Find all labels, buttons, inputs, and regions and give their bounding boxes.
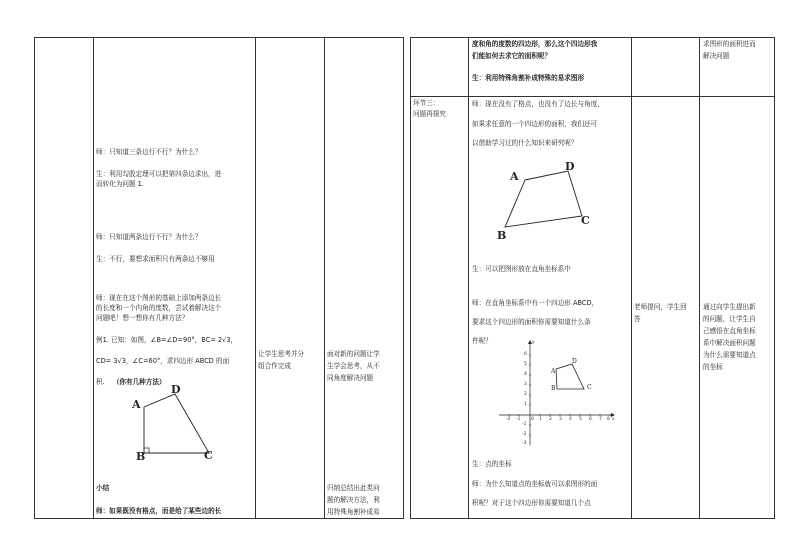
x-tick-2: 2	[549, 417, 552, 422]
right-col-divider-1	[468, 38, 469, 518]
grid-label-a: A	[551, 368, 556, 375]
intent-a-line3: 同角度解决问题	[327, 374, 374, 382]
left-col-divider-2	[255, 38, 256, 518]
x-tick-4: 4	[569, 417, 572, 422]
y-tick-4: 4	[524, 372, 527, 377]
left-col-divider-3	[324, 38, 325, 518]
y-axis-label: y	[532, 340, 535, 345]
example-area-word: 积.	[96, 378, 105, 386]
right-intent-line1: 通过向学生提出新	[703, 303, 756, 311]
section-label-line1: 环节三：	[413, 99, 440, 107]
right-prompt-line3: 件呢？	[472, 337, 492, 345]
y-tick-neg3: -3	[522, 441, 527, 446]
grid-label-b: B	[551, 385, 556, 392]
x-tick-3: 3	[559, 417, 562, 422]
fig-left-label-c: C	[204, 449, 213, 462]
right-why-line1: 师：为什么知道点的坐标就可以求图形的面	[472, 480, 598, 488]
origin-label: 0	[531, 417, 534, 422]
intent-b-line3: 用特殊角割补成易	[327, 508, 380, 516]
right-row-divider	[411, 96, 774, 97]
fig-right-label-c: C	[581, 214, 590, 227]
y-tick-3: 3	[524, 382, 527, 387]
right-why-line2: 积呢？对于这个四边形你需要知道几个点	[472, 499, 591, 507]
left-col-divider-1	[93, 38, 94, 518]
x-tick-6: 6	[589, 417, 592, 422]
answer-pythagoras-line2: 而转化为问题 1.	[96, 180, 144, 188]
coordinate-plane-figure	[493, 340, 618, 448]
top-text-line2: 们能如何去求它的面积呢？	[472, 52, 552, 60]
y-tick-6: 6	[524, 352, 527, 357]
teacher-asks-line2: 答	[634, 315, 641, 323]
fig-left-label-b: B	[136, 450, 146, 463]
right-answer-point-coords: 生：点的坐标	[472, 460, 512, 468]
x-tick-8: 8	[607, 417, 610, 422]
example-hint: （你有几种方法）	[112, 378, 166, 386]
x-tick-7: 7	[599, 417, 602, 422]
right-intent-line6: 的坐标	[703, 363, 723, 371]
section-label-line2: 问题再探究	[413, 110, 446, 118]
right-prompt-line2: 要求这个四边形的面积你需要知道什么条	[472, 318, 591, 326]
right-intent-line2: 的问题，让学生自	[703, 315, 756, 323]
right-question-line3: 以借助学习过的什么知识来研究呢？	[472, 139, 578, 147]
x-tick-neg1: -1	[516, 417, 521, 422]
intent-a-line1: 面对新的问题让学	[327, 350, 380, 358]
answer-pythagoras-line1: 生：利用勾股定理可以把第四条边求出，进	[96, 170, 222, 178]
prompt-line2: 的长度和一个内角的度数，尝试着解决这个	[96, 304, 222, 312]
right-question-line2: 如果求任意的一个四边形的面积，我们还可	[472, 120, 598, 128]
y-tick-neg2: -2	[522, 432, 527, 437]
x-axis-label: x	[612, 417, 615, 422]
example-line2: CD= 3√3，∠C=60°，求四边形 ABCD 的面	[96, 357, 230, 365]
right-answer-coordinates: 生：可以把图形放在直角坐标系中	[472, 265, 571, 273]
question-three-sides: 师：只知道三条边行不行？为什么？	[96, 148, 202, 156]
intent-b-line1: 归纳总结出此类问	[327, 484, 380, 492]
grid-label-d: D	[572, 358, 577, 365]
prompt-line1: 师：现在在这个图形的基础上添加两条边长	[96, 294, 222, 302]
teacher-asks-line1: 老师提问，学生回	[634, 303, 687, 311]
last-line: 师：如果既没有格点，而是给了某些边的长	[96, 507, 222, 515]
prompt-line3: 问题吧！想一想你有几种方法？	[96, 314, 189, 322]
y-tick-neg1: -1	[522, 422, 527, 427]
fig-left-label-d: D	[171, 383, 181, 396]
x-tick-5: 5	[579, 417, 582, 422]
y-tick-2: 2	[524, 392, 527, 397]
quadrilateral-on-grid	[556, 364, 584, 389]
top-intent-line2: 解决问题	[703, 52, 730, 60]
fig-left-label-a: A	[132, 398, 141, 411]
right-col-divider-3	[699, 38, 700, 518]
y-tick-1: 1	[524, 402, 527, 407]
fig-right-label-a: A	[510, 170, 519, 183]
answer-not-enough: 生：不行，要想求面积只有两条边不够用	[96, 255, 215, 263]
fig-right-label-d: D	[565, 160, 575, 173]
right-intent-line4: 系中解决面积问题	[703, 339, 756, 347]
right-intent-line5: 为什么需要知道点	[703, 351, 756, 359]
top-text-line3: 生：利用特殊角割补成特殊的易求图形	[472, 74, 585, 82]
right-prompt-line1: 师：在直角坐标系中有一个四边形 ABCD，	[472, 299, 599, 307]
student-activity-line1: 让学生思考并分	[258, 350, 305, 358]
right-question-line1: 师：现在没有了格点，也没有了边长与角度，	[472, 100, 604, 108]
summary-heading: 小结	[96, 484, 110, 492]
y-tick-5: 5	[524, 362, 527, 367]
question-two-sides: 师：只知道两条边行不行？为什么？	[96, 233, 202, 241]
fig-right-label-b: B	[497, 229, 507, 242]
intent-b-line2: 题的解决方法，利	[327, 496, 380, 504]
top-intent-line1: 求图形的面积进而	[703, 40, 756, 48]
grid-label-c: C	[587, 384, 592, 391]
top-text-line1: 度和角的度数的四边形，那么这个四边形我	[472, 40, 598, 48]
intent-a-line2: 生学会思考，从不	[327, 362, 380, 370]
example-line1: 例1. 已知：如图，∠B=∠D=90°，BC= 2√3，	[96, 336, 238, 344]
quadrilateral-abcd-left	[144, 394, 209, 453]
x-tick-neg2: -2	[506, 417, 511, 422]
right-intent-line3: 己感悟在直角坐标	[703, 327, 756, 335]
student-activity-line2: 组合作完成	[258, 362, 291, 370]
x-tick-1: 1	[539, 417, 542, 422]
right-col-divider-2	[631, 38, 632, 518]
